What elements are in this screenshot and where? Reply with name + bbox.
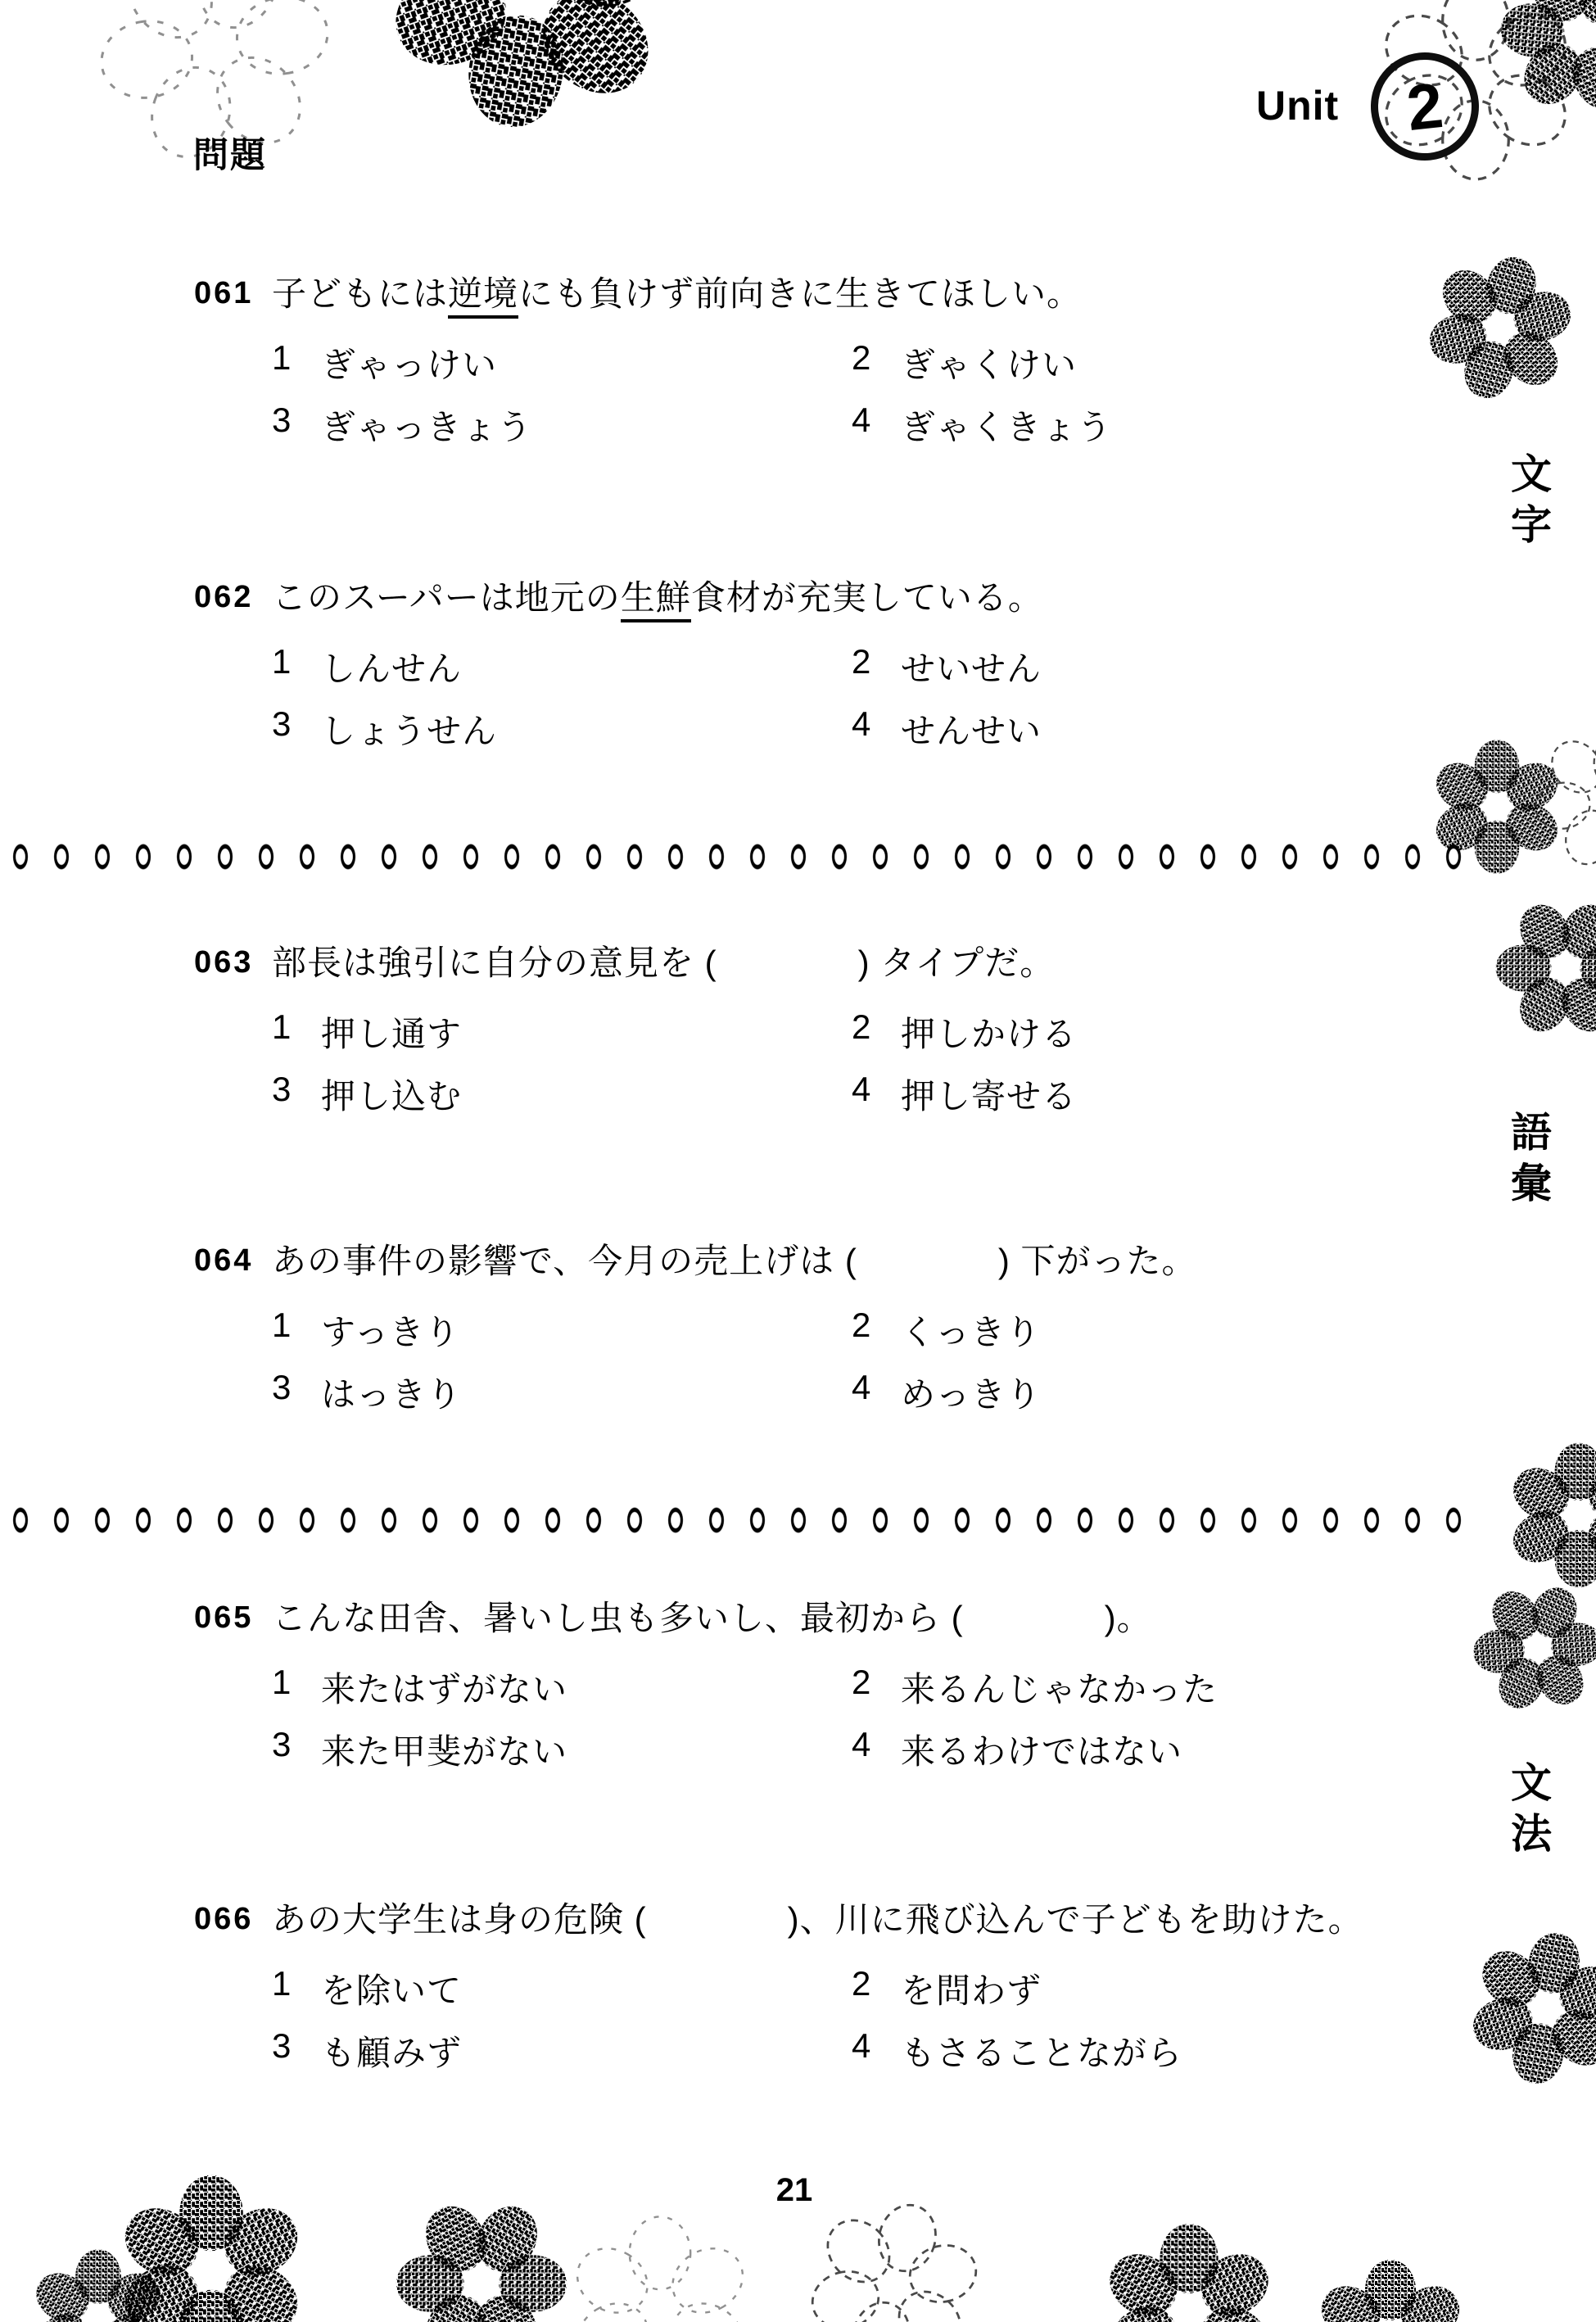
- option-number: 4: [852, 1368, 872, 1406]
- answer-option: [272, 704, 497, 754]
- option-text: ぎゃくきょう: [901, 408, 1113, 446]
- stem-text: 食材が充実している。: [690, 578, 1043, 617]
- option-number: 3: [272, 401, 292, 439]
- flower-sketch-icon: [1513, 710, 1596, 887]
- option-text: を問わず: [901, 1971, 1042, 2010]
- stem-text: こんな田舎、暑いし虫も多いし、最初から ( )。: [272, 1599, 1152, 1637]
- answer-option: [272, 1964, 462, 2013]
- question-stem: [272, 944, 1055, 983]
- question-number: 063: [194, 945, 254, 980]
- option-number: 2: [852, 642, 872, 681]
- question-number: 065: [194, 1600, 254, 1635]
- flower-stamp-icon: [28, 2249, 170, 2322]
- answer-option: [272, 642, 462, 691]
- answer-option: [272, 1007, 462, 1057]
- answer-option: [272, 1725, 567, 1774]
- option-number: 1: [272, 338, 292, 377]
- option-number: 2: [852, 1306, 872, 1344]
- answer-option: [272, 338, 497, 387]
- option-number: 4: [852, 401, 872, 439]
- flower-stamp-icon: [363, 0, 699, 152]
- question-stem: [272, 1599, 1152, 1638]
- unit-label: Unit: [1256, 83, 1340, 129]
- answer-option: [272, 401, 532, 450]
- answer-option: [852, 1306, 1041, 1355]
- question-stem: [272, 274, 1082, 314]
- option-text: 押しかける: [901, 1015, 1078, 1053]
- unit-number: 2: [1403, 68, 1447, 144]
- stem-text: 部長は強引に自分の意見を ( ) タイプだ。: [272, 944, 1056, 982]
- option-text: もさることながら: [901, 2034, 1183, 2072]
- page-title: 問題: [193, 136, 267, 175]
- option-text: くっきり: [901, 1313, 1042, 1351]
- flower-stamp-icon: [363, 2166, 600, 2322]
- flower-sketch-icon: [566, 2216, 754, 2322]
- option-text: すっきり: [321, 1313, 460, 1351]
- option-number: 1: [272, 1007, 292, 1046]
- option-number: 4: [852, 704, 872, 743]
- option-text: も顧みず: [321, 2034, 463, 2072]
- answer-option: [852, 1368, 1042, 1417]
- option-number: 3: [272, 2026, 292, 2065]
- option-text: を除いて: [321, 1971, 463, 2010]
- option-number: 3: [272, 704, 292, 743]
- question-number: 062: [194, 580, 254, 614]
- option-number: 2: [852, 1663, 872, 1701]
- option-number: 2: [852, 1007, 872, 1046]
- option-number: 2: [852, 1964, 872, 2003]
- option-text: ぎゃっきょう: [321, 408, 533, 446]
- answer-option: [272, 1663, 567, 1712]
- answer-option: [852, 1663, 1218, 1712]
- answer-option: [272, 1368, 462, 1417]
- option-number: 1: [272, 1663, 292, 1701]
- answer-option: [272, 1306, 459, 1355]
- question-062: [0, 578, 1596, 750]
- dotted-divider: [0, 840, 1470, 873]
- flower-stamp-icon: [1312, 2260, 1469, 2322]
- answer-option: [852, 704, 1042, 754]
- side-tab-bunpo: 文法: [1505, 1761, 1551, 1863]
- flower-stamp-icon: [1504, 1443, 1596, 1588]
- answer-option: [272, 1070, 462, 1119]
- option-number: 4: [852, 1070, 872, 1108]
- stem-text: にも負けず前向きに生きてほしい。: [518, 274, 1083, 313]
- question-number: 064: [194, 1243, 254, 1278]
- answer-option: [852, 2026, 1182, 2075]
- option-text: 来た甲斐がない: [321, 1732, 568, 1771]
- question-stem: [272, 1900, 1363, 1940]
- question-061: [0, 274, 1596, 446]
- stem-text: あの大学生は身の危険 ( )、川に飛び込んで子どもを助けた。: [272, 1900, 1363, 1939]
- flower-stamp-icon: [1468, 871, 1596, 1066]
- stem-underlined-word: 逆境: [448, 274, 518, 319]
- answer-option: [852, 642, 1042, 691]
- option-number: 3: [272, 1070, 292, 1108]
- stem-text: 子どもには: [272, 274, 449, 313]
- option-text: はっきり: [321, 1375, 463, 1414]
- option-number: 1: [272, 642, 292, 681]
- answer-option: [852, 1964, 1042, 2013]
- option-text: せいせん: [901, 650, 1042, 688]
- option-text: しょうせん: [321, 712, 498, 750]
- question-number: 066: [194, 1902, 254, 1936]
- side-tab-moji: 文字: [1505, 452, 1551, 554]
- option-text: しんせん: [321, 650, 463, 688]
- answer-option: [852, 1070, 1077, 1119]
- answer-option: [272, 2026, 462, 2075]
- answer-option: [852, 401, 1112, 450]
- question-stem: [272, 1242, 1196, 1281]
- flower-stamp-icon: [1467, 0, 1596, 147]
- option-number: 2: [852, 338, 872, 377]
- option-text: 押し込む: [321, 1077, 463, 1116]
- option-text: めっきり: [901, 1375, 1042, 1414]
- question-064: [0, 1242, 1596, 1414]
- flower-stamp-icon: [1099, 2224, 1280, 2322]
- option-number: 3: [272, 1368, 292, 1406]
- unit-number-badge: [1365, 47, 1484, 165]
- question-065: [0, 1599, 1596, 1771]
- option-number: 4: [852, 1725, 872, 1763]
- answer-option: [852, 338, 1077, 387]
- stem-text: あの事件の影響で、今月の売上げは ( ) 下がった。: [272, 1242, 1197, 1280]
- option-number: 4: [852, 2026, 872, 2065]
- option-text: 押し通す: [321, 1015, 463, 1053]
- option-number: 3: [272, 1725, 292, 1763]
- stem-text: このスーパーは地元の: [272, 578, 621, 617]
- side-tab-goi: 語彙: [1505, 1111, 1551, 1212]
- answer-option: [852, 1725, 1182, 1774]
- option-text: ぎゃくけい: [901, 346, 1078, 384]
- dotted-divider: [0, 1504, 1470, 1537]
- question-number: 061: [194, 276, 254, 310]
- option-text: 来るわけではない: [901, 1732, 1183, 1771]
- stem-underlined-word: 生鮮: [621, 578, 691, 622]
- option-text: 来るんじゃなかった: [901, 1670, 1218, 1709]
- flower-stamp-icon: [1455, 1920, 1596, 2098]
- flower-stamp-icon: [113, 2175, 310, 2322]
- option-text: ぎゃっけい: [321, 346, 498, 384]
- question-063: [0, 944, 1596, 1116]
- page-number: 21: [775, 2172, 813, 2208]
- option-text: 来たはずがない: [321, 1670, 568, 1709]
- question-066: [0, 1900, 1596, 2072]
- option-text: せんせい: [901, 712, 1042, 750]
- question-stem: [272, 578, 1043, 618]
- option-number: 1: [272, 1306, 292, 1344]
- option-number: 1: [272, 1964, 292, 2003]
- flower-stamp-icon: [1409, 238, 1591, 417]
- option-text: 押し寄せる: [901, 1077, 1078, 1116]
- answer-option: [852, 1007, 1077, 1057]
- flower-stamp-icon: [1450, 1561, 1596, 1735]
